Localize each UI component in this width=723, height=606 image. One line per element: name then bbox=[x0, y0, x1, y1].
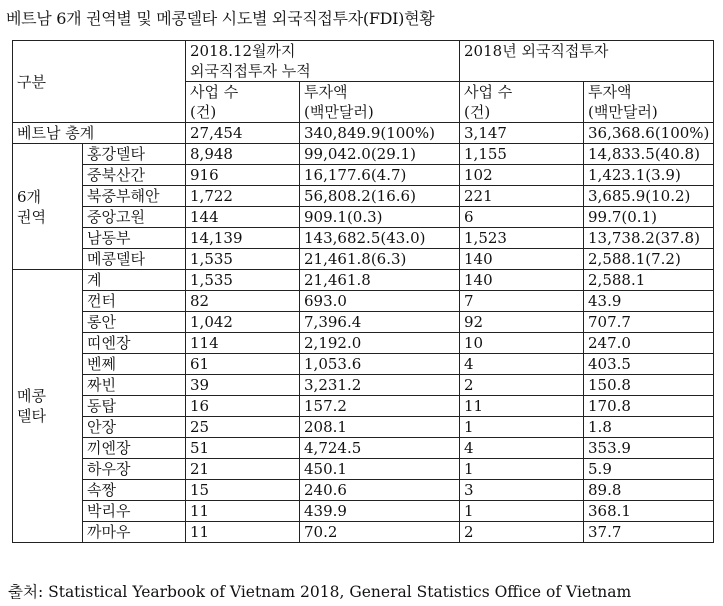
mekong-cum-projects: 114 bbox=[186, 333, 300, 354]
total-cum-amount: 340,849.9(100%) bbox=[300, 123, 460, 144]
region-name: 중앙고원 bbox=[83, 207, 186, 228]
header-y2018-amount-unit: (백만달러) bbox=[584, 102, 714, 123]
mekong-row bbox=[13, 333, 714, 354]
mekong-cum-projects: 1,042 bbox=[186, 312, 300, 333]
mekong-name: 속짱 bbox=[83, 480, 186, 501]
mekong-cum-amount: 2,192.0 bbox=[300, 333, 460, 354]
mekong-row bbox=[13, 396, 714, 417]
header-cum-projects: 사업 수 bbox=[186, 82, 300, 103]
header-category: 구분 bbox=[13, 41, 186, 123]
region-row bbox=[13, 249, 714, 270]
mekong-cum-amount: 70.2 bbox=[300, 522, 460, 543]
region-cum-projects: 14,139 bbox=[186, 228, 300, 249]
total-y2018-projects: 3,147 bbox=[460, 123, 584, 144]
header-cum-amount-unit: (백만달러) bbox=[300, 102, 460, 123]
mekong-y2018-projects: 3 bbox=[460, 480, 584, 501]
mekong-row bbox=[13, 522, 714, 543]
regions-group-label-line2: 권역 bbox=[17, 207, 46, 226]
mekong-y2018-amount: 353.9 bbox=[584, 438, 714, 459]
regions-group-label bbox=[13, 144, 83, 270]
total-row bbox=[13, 123, 714, 144]
region-cum-amount: 21,461.8(6.3) bbox=[300, 249, 460, 270]
region-y2018-projects: 1,155 bbox=[460, 144, 584, 165]
mekong-cum-amount: 4,724.5 bbox=[300, 438, 460, 459]
mekong-y2018-amount: 150.8 bbox=[584, 375, 714, 396]
mekong-y2018-amount: 403.5 bbox=[584, 354, 714, 375]
mekong-row bbox=[13, 291, 714, 312]
region-cum-projects: 916 bbox=[186, 165, 300, 186]
region-name: 홍강델타 bbox=[83, 144, 186, 165]
mekong-y2018-amount: 43.9 bbox=[584, 291, 714, 312]
mekong-cum-projects: 11 bbox=[186, 522, 300, 543]
mekong-row bbox=[13, 270, 714, 291]
mekong-y2018-projects: 11 bbox=[460, 396, 584, 417]
total-cum-projects: 27,454 bbox=[186, 123, 300, 144]
region-y2018-projects: 140 bbox=[460, 249, 584, 270]
mekong-row bbox=[13, 417, 714, 438]
mekong-name: 끼엔장 bbox=[83, 438, 186, 459]
mekong-y2018-projects: 2 bbox=[460, 375, 584, 396]
mekong-y2018-amount: 707.7 bbox=[584, 312, 714, 333]
mekong-cum-projects: 51 bbox=[186, 438, 300, 459]
header-group2: 2018년 외국직접투자 bbox=[460, 41, 714, 82]
mekong-name: 안장 bbox=[83, 417, 186, 438]
mekong-group-label-line1: 메콩 bbox=[17, 387, 46, 405]
region-y2018-projects: 1,523 bbox=[460, 228, 584, 249]
region-y2018-projects: 102 bbox=[460, 165, 584, 186]
region-cum-projects: 1,722 bbox=[186, 186, 300, 207]
region-row bbox=[13, 228, 714, 249]
region-y2018-amount: 2,588.1(7.2) bbox=[584, 249, 714, 270]
mekong-row bbox=[13, 312, 714, 333]
mekong-cum-amount: 1,053.6 bbox=[300, 354, 460, 375]
region-y2018-projects: 221 bbox=[460, 186, 584, 207]
mekong-cum-projects: 16 bbox=[186, 396, 300, 417]
region-name: 남동부 bbox=[83, 228, 186, 249]
mekong-y2018-projects: 2 bbox=[460, 522, 584, 543]
region-cum-projects: 144 bbox=[186, 207, 300, 228]
mekong-y2018-projects: 1 bbox=[460, 417, 584, 438]
total-label: 베트남 총계 bbox=[13, 123, 186, 144]
mekong-cum-amount: 693.0 bbox=[300, 291, 460, 312]
region-cum-amount: 143,682.5(43.0) bbox=[300, 228, 460, 249]
mekong-row bbox=[13, 501, 714, 522]
mekong-group-label bbox=[13, 270, 83, 543]
mekong-row bbox=[13, 480, 714, 501]
region-cum-projects: 8,948 bbox=[186, 144, 300, 165]
mekong-y2018-projects: 7 bbox=[460, 291, 584, 312]
mekong-cum-projects: 39 bbox=[186, 375, 300, 396]
total-y2018-amount: 36,368.6(100%) bbox=[584, 123, 714, 144]
page-title: 베트남 6개 권역별 및 메콩델타 시도별 외국직접투자(FDI)현황 bbox=[6, 9, 435, 28]
mekong-name: 껀터 bbox=[83, 291, 186, 312]
mekong-y2018-projects: 4 bbox=[460, 438, 584, 459]
region-y2018-amount: 1,423.1(3.9) bbox=[584, 165, 714, 186]
header-y2018-projects-unit: (건) bbox=[460, 102, 584, 123]
mekong-y2018-projects: 1 bbox=[460, 501, 584, 522]
mekong-row bbox=[13, 375, 714, 396]
mekong-cum-amount: 157.2 bbox=[300, 396, 460, 417]
mekong-y2018-amount: 247.0 bbox=[584, 333, 714, 354]
region-y2018-amount: 14,833.5(40.8) bbox=[584, 144, 714, 165]
mekong-name: 짜빈 bbox=[83, 375, 186, 396]
region-y2018-amount: 3,685.9(10.2) bbox=[584, 186, 714, 207]
region-cum-amount: 56,808.2(16.6) bbox=[300, 186, 460, 207]
mekong-cum-amount: 240.6 bbox=[300, 480, 460, 501]
header-y2018-amount: 투자액 bbox=[584, 82, 714, 103]
region-y2018-amount: 99.7(0.1) bbox=[584, 207, 714, 228]
fdi-table bbox=[12, 40, 714, 543]
region-row bbox=[13, 186, 714, 207]
mekong-name: 하우장 bbox=[83, 459, 186, 480]
mekong-cum-amount: 3,231.2 bbox=[300, 375, 460, 396]
mekong-y2018-amount: 1.8 bbox=[584, 417, 714, 438]
mekong-cum-projects: 1,535 bbox=[186, 270, 300, 291]
region-name: 북중부해안 bbox=[83, 186, 186, 207]
mekong-y2018-projects: 4 bbox=[460, 354, 584, 375]
mekong-y2018-projects: 10 bbox=[460, 333, 584, 354]
header-group1-line2: 외국직접투자 누적 bbox=[186, 61, 460, 82]
mekong-y2018-amount: 2,588.1 bbox=[584, 270, 714, 291]
mekong-cum-projects: 15 bbox=[186, 480, 300, 501]
header-y2018-projects: 사업 수 bbox=[460, 82, 584, 103]
mekong-name: 동탑 bbox=[83, 396, 186, 417]
mekong-cum-amount: 21,461.8 bbox=[300, 270, 460, 291]
mekong-row bbox=[13, 354, 714, 375]
mekong-cum-projects: 25 bbox=[186, 417, 300, 438]
header-cum-projects-unit: (건) bbox=[186, 102, 300, 123]
regions-group-label-line1: 6개 bbox=[17, 187, 42, 206]
region-name: 중북산간 bbox=[83, 165, 186, 186]
region-cum-amount: 909.1(0.3) bbox=[300, 207, 460, 228]
mekong-y2018-amount: 170.8 bbox=[584, 396, 714, 417]
mekong-y2018-amount: 5.9 bbox=[584, 459, 714, 480]
mekong-y2018-projects: 140 bbox=[460, 270, 584, 291]
mekong-y2018-amount: 89.8 bbox=[584, 480, 714, 501]
source-note: 출처: Statistical Yearbook of Vietnam 2018, General Statistics Office of Vietnam bbox=[8, 583, 632, 601]
mekong-group-label-line2: 델타 bbox=[17, 407, 46, 425]
region-cum-projects: 1,535 bbox=[186, 249, 300, 270]
mekong-y2018-projects: 1 bbox=[460, 459, 584, 480]
region-row bbox=[13, 144, 714, 165]
mekong-name: 띠엔장 bbox=[83, 333, 186, 354]
mekong-cum-projects: 61 bbox=[186, 354, 300, 375]
mekong-cum-amount: 208.1 bbox=[300, 417, 460, 438]
mekong-cum-projects: 11 bbox=[186, 501, 300, 522]
region-y2018-amount: 13,738.2(37.8) bbox=[584, 228, 714, 249]
mekong-name: 박리우 bbox=[83, 501, 186, 522]
mekong-y2018-projects: 92 bbox=[460, 312, 584, 333]
header-cum-amount: 투자액 bbox=[300, 82, 460, 103]
mekong-name: 벤쩨 bbox=[83, 354, 186, 375]
mekong-cum-projects: 21 bbox=[186, 459, 300, 480]
region-name: 메콩델타 bbox=[83, 249, 186, 270]
region-cum-amount: 99,042.0(29.1) bbox=[300, 144, 460, 165]
mekong-row bbox=[13, 459, 714, 480]
region-cum-amount: 16,177.6(4.7) bbox=[300, 165, 460, 186]
mekong-row bbox=[13, 438, 714, 459]
region-row bbox=[13, 207, 714, 228]
mekong-y2018-amount: 37.7 bbox=[584, 522, 714, 543]
mekong-cum-amount: 450.1 bbox=[300, 459, 460, 480]
region-y2018-projects: 6 bbox=[460, 207, 584, 228]
mekong-name: 롱안 bbox=[83, 312, 186, 333]
mekong-y2018-amount: 368.1 bbox=[584, 501, 714, 522]
region-row bbox=[13, 165, 714, 186]
mekong-name: 까마우 bbox=[83, 522, 186, 543]
mekong-cum-projects: 82 bbox=[186, 291, 300, 312]
mekong-name: 계 bbox=[83, 270, 186, 291]
header-group1-line1: 2018.12월까지 bbox=[186, 41, 460, 62]
header-row-1 bbox=[13, 41, 714, 62]
mekong-cum-amount: 7,396.4 bbox=[300, 312, 460, 333]
mekong-cum-amount: 439.9 bbox=[300, 501, 460, 522]
